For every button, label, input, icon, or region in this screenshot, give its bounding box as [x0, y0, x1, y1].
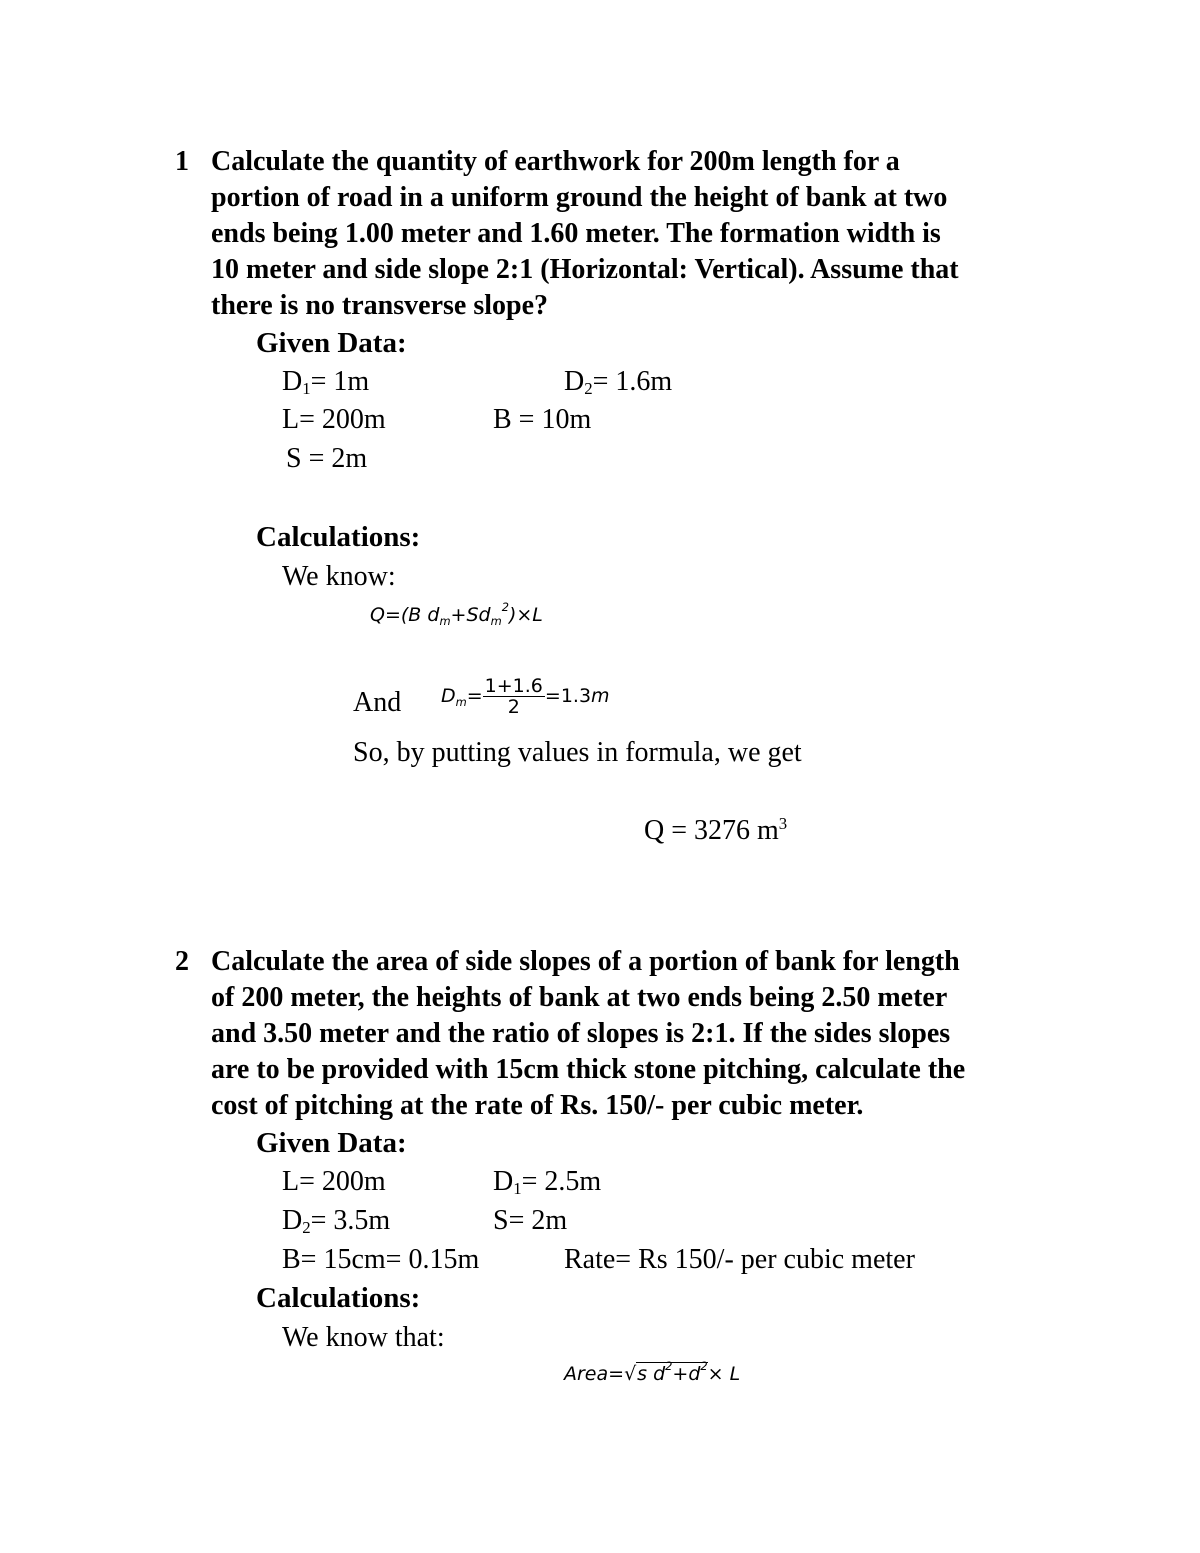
- answer: [644, 813, 787, 849]
- formula-part: s d: [637, 1363, 666, 1385]
- formula-subscript: m: [439, 614, 451, 628]
- question-line: of 200 meter, the heights of bank at two ends being 2.50 meter: [211, 982, 948, 1013]
- given-b: B = 10m: [493, 404, 592, 435]
- and-label: And: [353, 687, 402, 718]
- variable-subscript: 1: [513, 1179, 522, 1198]
- given-d1: [282, 364, 369, 400]
- formula-part: Area=: [564, 1363, 625, 1385]
- variable-label: D: [282, 1205, 303, 1236]
- answer-value: Q = 3276 m: [644, 815, 779, 846]
- given-data-heading: Given Data:: [256, 327, 407, 359]
- question-line: 10 meter and side slope 2:1 (Horizontal: Vertical). Assume that: [211, 254, 959, 285]
- fraction-numerator: 1+1.6: [484, 675, 543, 697]
- formula-part: +d: [672, 1363, 701, 1385]
- given-d1: [493, 1164, 601, 1200]
- radical-icon: √: [624, 1363, 637, 1385]
- area-formula: [564, 1359, 741, 1386]
- question-line: cost of pitching at the rate of Rs. 150/- per cubic meter.: [211, 1090, 864, 1121]
- question-line: Calculate the area of side slopes of a portion of bank for length: [211, 946, 960, 977]
- formula-part: )×L: [508, 604, 543, 626]
- formula-part: +Sd: [450, 604, 491, 626]
- formula-exponent: 2: [700, 1359, 708, 1373]
- given-rate: Rate= Rs 150/- per cubic meter: [564, 1244, 915, 1275]
- question-number: 2: [175, 946, 189, 977]
- formula-subscript: m: [490, 614, 502, 628]
- formula-unit: m: [591, 685, 610, 707]
- formula-part: =: [466, 685, 483, 707]
- question-number: 1: [175, 146, 189, 177]
- variable-value: = 2.5m: [521, 1166, 602, 1197]
- formula-exponent: 2: [501, 600, 509, 614]
- variable-label: D: [282, 366, 303, 397]
- question-line: are to be provided with 15cm thick stone pitching, calculate the: [211, 1054, 966, 1085]
- quantity-formula: [370, 600, 543, 628]
- substitution-text: So, by putting values in formula, we get: [353, 737, 802, 768]
- formula-part: × L: [707, 1363, 741, 1385]
- variable-value: = 1m: [310, 366, 370, 397]
- given-d2: [282, 1203, 390, 1239]
- variable-label: D: [493, 1166, 514, 1197]
- fraction: [483, 676, 545, 717]
- formula-part: D: [441, 685, 456, 707]
- variable-value: = 1.6m: [592, 366, 673, 397]
- variable-label: D: [564, 366, 585, 397]
- calculations-heading: Calculations:: [256, 521, 421, 553]
- given-s: S= 2m: [493, 1205, 568, 1236]
- given-b: B= 15cm= 0.15m: [282, 1244, 480, 1275]
- dm-formula: [441, 676, 610, 717]
- formula-part: =1.3: [544, 685, 592, 707]
- given-d2: [564, 364, 672, 400]
- variable-subscript: 2: [302, 1218, 311, 1237]
- question-line: there is no transverse slope?: [211, 290, 548, 321]
- answer-exponent: 3: [778, 814, 788, 833]
- variable-subscript: 2: [584, 379, 593, 398]
- we-know-text: We know that:: [282, 1322, 445, 1353]
- radicand: [636, 1359, 708, 1385]
- given-s: S = 2m: [286, 443, 368, 474]
- variable-value: = 3.5m: [310, 1205, 391, 1236]
- question-line: portion of road in a uniform ground the height of bank at two: [211, 182, 948, 213]
- variable-subscript: 1: [302, 379, 311, 398]
- formula-part: Q=(B d: [370, 604, 440, 626]
- calculations-heading: Calculations:: [256, 1282, 421, 1314]
- question-line: ends being 1.00 meter and 1.60 meter. The formation width is: [211, 218, 941, 249]
- given-l: L= 200m: [282, 1166, 386, 1197]
- question-line: Calculate the quantity of earthwork for 200m length for a: [211, 146, 900, 177]
- given-data-heading: Given Data:: [256, 1127, 407, 1159]
- fraction-denominator: 2: [507, 696, 520, 718]
- given-l: L= 200m: [282, 404, 386, 435]
- formula-exponent: 2: [665, 1359, 673, 1373]
- formula-subscript: m: [455, 695, 467, 709]
- we-know-text: We know:: [282, 561, 396, 592]
- question-line: and 3.50 meter and the ratio of slopes is 2:1. If the sides slopes: [211, 1018, 951, 1049]
